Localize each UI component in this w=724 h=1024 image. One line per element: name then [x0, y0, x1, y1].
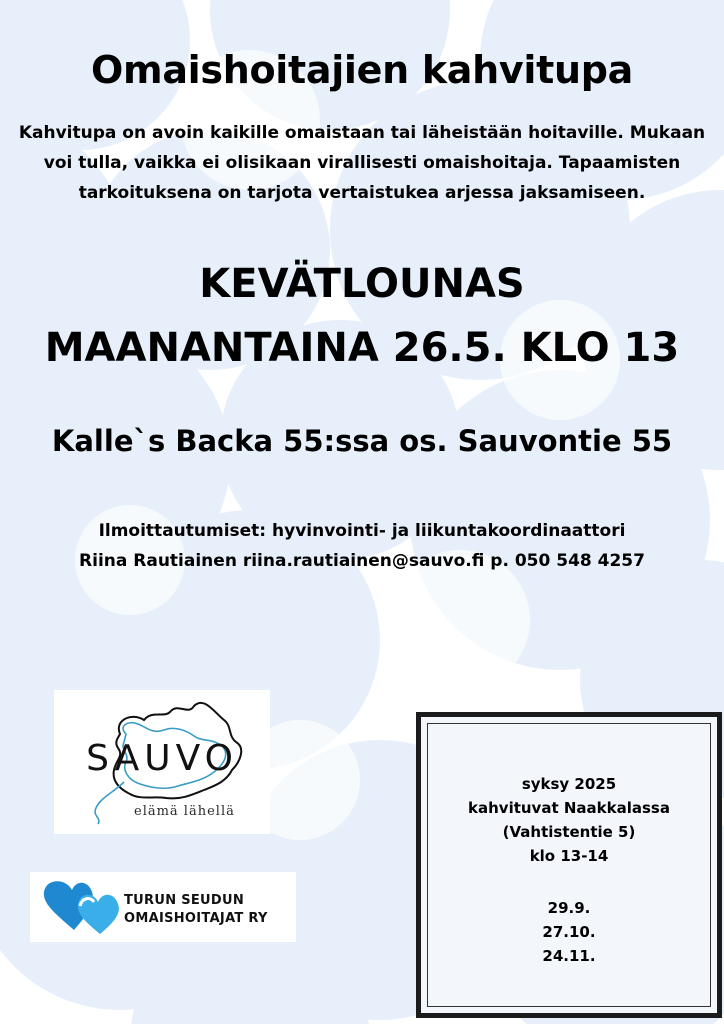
intro-line: tarkoituksena on tarjota vertaistukea arjessa jaksamiseen. — [78, 183, 646, 203]
schedule-box — [416, 712, 722, 1018]
headline-line: KEVÄTLOUNAS — [199, 261, 525, 307]
hearts-icon — [36, 876, 122, 938]
turku-logo-line: OMAISHOITAJAT RY — [124, 911, 268, 926]
intro-text — [18, 118, 706, 208]
page-title: Omaishoitajien kahvitupa — [91, 48, 633, 92]
schedule-date: 24.11. — [542, 947, 596, 965]
event-address: Kalle`s Backa 55:ssa os. Sauvontie 55 — [51, 424, 673, 458]
schedule-info-line: kahvituvat Naakkalassa — [468, 799, 670, 817]
sauvo-wordmark: SAUVO — [86, 738, 238, 779]
schedule-info — [428, 772, 710, 868]
signup-line: Ilmoittautumiset: hyvinvointi- ja liikuntakoordinaattori — [98, 521, 626, 541]
turku-omaishoitajat-logo — [30, 872, 296, 942]
intro-line: Kahvitupa on avoin kaikille omaistaan tai läheistään hoitaville. Mukaan — [18, 123, 706, 143]
schedule-info-line: klo 13-14 — [529, 847, 609, 865]
turku-logo-text — [124, 892, 268, 928]
event-headline — [0, 252, 724, 380]
schedule-info-line: syksy 2025 — [521, 775, 617, 793]
headline-line: MAANANTAINA 26.5. KLO 13 — [44, 325, 680, 371]
signup-info — [0, 516, 724, 576]
signup-line: Riina Rautiainen riina.rautiainen@sauvo.fi p. 050 548 4257 — [79, 551, 645, 571]
turku-logo-line: TURUN SEUDUN — [124, 893, 245, 908]
schedule-inner-frame — [427, 723, 711, 1007]
intro-line: voi tulla, vaikka ei olisikaan virallisesti omaishoitaja. Tapaamisten — [43, 153, 681, 173]
schedule-dates — [428, 896, 710, 968]
sauvo-logo — [54, 690, 270, 834]
schedule-info-line: (Vahtistentie 5) — [502, 823, 636, 841]
schedule-date: 27.10. — [542, 923, 596, 941]
sauvo-tagline: elämä lähellä — [134, 804, 235, 819]
schedule-date: 29.9. — [547, 899, 591, 917]
